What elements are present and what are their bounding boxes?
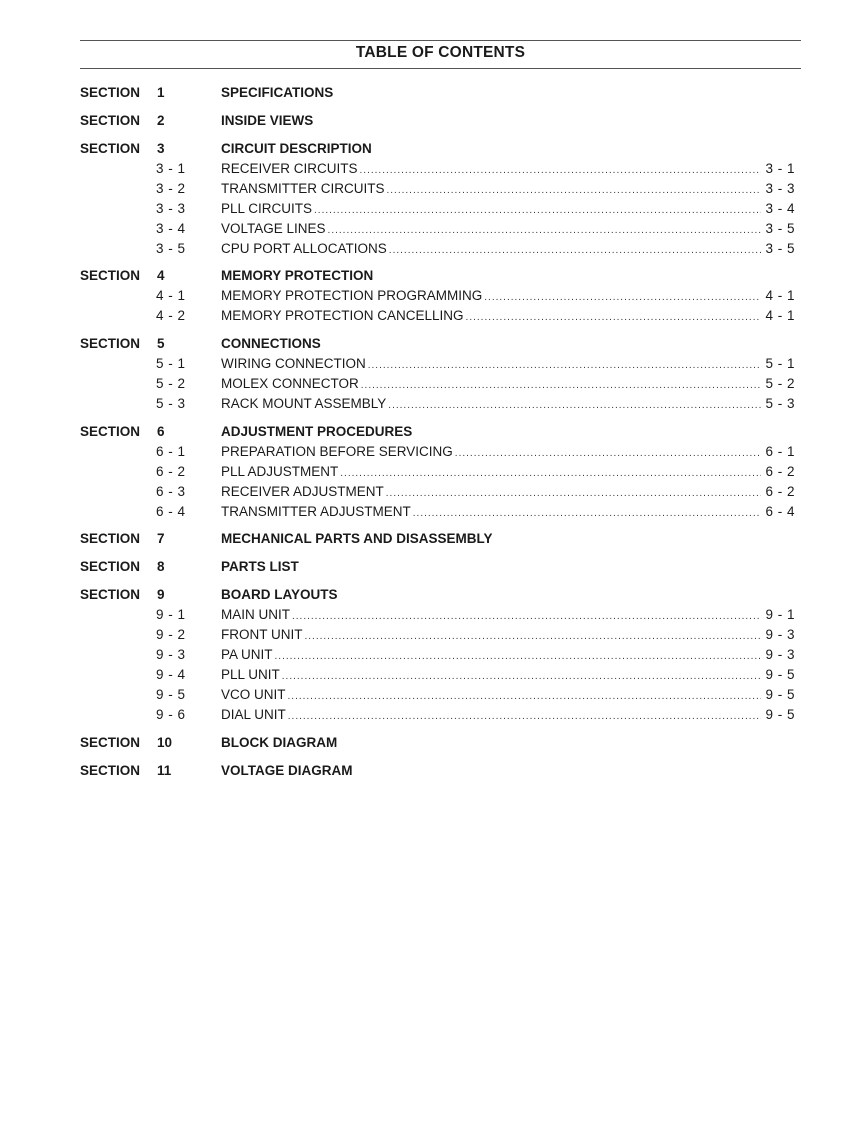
toc-section-1 — [80, 83, 795, 103]
dot-leader — [466, 308, 762, 328]
entry-line — [221, 159, 795, 181]
entry-title: VOLTAGE LINES — [221, 220, 326, 236]
entry-number: 5 - 3 — [156, 396, 186, 412]
section-label: SECTION — [80, 762, 141, 778]
section-title: BLOCK DIAGRAM — [221, 734, 338, 750]
section-number: 5 — [157, 336, 165, 352]
toc-entry[interactable] — [80, 374, 795, 394]
entry-page-number: 3 - 5 — [765, 220, 795, 236]
toc-entry[interactable] — [80, 462, 795, 482]
entry-number: 4 - 1 — [156, 288, 186, 304]
entry-number: 9 - 5 — [156, 687, 186, 703]
entry-page-number: 5 - 3 — [765, 396, 795, 412]
section-number: 3 — [157, 141, 165, 156]
section-heading[interactable] — [80, 83, 795, 103]
entry-line — [221, 179, 795, 201]
toc-section-6 — [80, 422, 795, 522]
section-heading[interactable] — [80, 139, 795, 159]
section-label: SECTION — [80, 734, 141, 750]
entry-page-number: 3 - 5 — [765, 240, 795, 256]
entry-title: MAIN UNIT — [221, 607, 290, 623]
entry-title: RECEIVER CIRCUITS — [221, 161, 358, 176]
entry-line — [221, 394, 795, 416]
entry-number: 6 - 2 — [156, 463, 186, 479]
entry-page-number: 4 - 1 — [765, 308, 795, 324]
entry-page-number: 6 - 4 — [765, 503, 795, 519]
section-title: BOARD LAYOUTS — [221, 587, 338, 603]
section-number: 1 — [157, 85, 165, 100]
entry-title: PLL CIRCUITS — [221, 200, 313, 216]
entry-title: MEMORY PROTECTION PROGRAMMING — [221, 288, 483, 304]
entry-number: 3 - 5 — [156, 240, 186, 256]
section-label: SECTION — [80, 141, 141, 156]
section-label: SECTION — [80, 423, 141, 439]
toc-section-11 — [80, 761, 795, 781]
entry-line — [221, 685, 795, 707]
entry-page-number: 9 - 5 — [765, 706, 795, 722]
entry-line — [221, 374, 795, 396]
section-label: SECTION — [80, 113, 141, 128]
section-title: SPECIFICATIONS — [221, 85, 334, 100]
entry-line — [221, 199, 795, 221]
entry-title: TRANSMITTER ADJUSTMENT — [221, 503, 411, 519]
section-label: SECTION — [80, 559, 141, 575]
entry-line — [221, 286, 795, 308]
toc-entry[interactable] — [80, 159, 795, 179]
entry-page-number: 5 - 1 — [765, 356, 795, 372]
toc-entry[interactable] — [80, 625, 795, 645]
section-heading[interactable] — [80, 761, 795, 781]
toc-entry[interactable] — [80, 306, 795, 326]
entry-number: 3 - 3 — [156, 200, 186, 216]
entry-title: CPU PORT ALLOCATIONS — [221, 240, 387, 256]
section-number: 11 — [157, 762, 172, 778]
section-number: 6 — [157, 423, 165, 439]
entry-title: PLL UNIT — [221, 667, 280, 683]
toc-entry[interactable] — [80, 239, 795, 259]
entry-title: PA UNIT — [221, 647, 273, 663]
section-heading[interactable] — [80, 111, 795, 131]
toc-entry[interactable] — [80, 286, 795, 306]
section-label: SECTION — [80, 336, 141, 352]
entry-number: 9 - 6 — [156, 706, 186, 722]
toc-entry[interactable] — [80, 219, 795, 239]
entry-number: 4 - 2 — [156, 308, 186, 324]
entry-line — [221, 306, 795, 328]
top-rule — [80, 40, 801, 41]
section-number: 8 — [157, 559, 165, 575]
title-underline-rule — [80, 68, 801, 69]
section-title: VOLTAGE DIAGRAM — [221, 762, 353, 778]
entry-title: MEMORY PROTECTION CANCELLING — [221, 308, 464, 324]
toc-entry[interactable] — [80, 394, 795, 414]
entry-number: 3 - 4 — [156, 220, 186, 236]
toc-section-9 — [80, 585, 795, 724]
toc-entry[interactable] — [80, 605, 795, 625]
section-heading[interactable] — [80, 334, 795, 354]
section-title: ADJUSTMENT PROCEDURES — [221, 423, 413, 439]
section-label: SECTION — [80, 268, 141, 284]
entry-page-number: 9 - 5 — [765, 687, 795, 703]
entry-line — [221, 645, 795, 667]
toc-entry[interactable] — [80, 354, 795, 374]
entry-number: 9 - 4 — [156, 667, 186, 683]
entry-title: RECEIVER ADJUSTMENT — [221, 483, 384, 499]
toc-section-3 — [80, 139, 795, 258]
section-heading[interactable] — [80, 557, 795, 577]
section-label: SECTION — [80, 531, 141, 547]
toc-entry[interactable] — [80, 665, 795, 685]
entry-number: 9 - 3 — [156, 647, 186, 663]
section-heading[interactable] — [80, 585, 795, 605]
entry-line — [221, 482, 795, 504]
section-title: INSIDE VIEWS — [221, 113, 314, 128]
section-title: MEMORY PROTECTION — [221, 268, 374, 284]
entry-page-number: 9 - 3 — [765, 627, 795, 643]
toc-entry[interactable] — [80, 482, 795, 502]
entry-page-number: 3 - 4 — [765, 200, 795, 216]
entry-page-number: 4 - 1 — [765, 288, 795, 304]
entry-page-number: 3 - 3 — [765, 180, 795, 196]
entry-line — [221, 239, 795, 261]
entry-title: TRANSMITTER CIRCUITS — [221, 180, 385, 196]
entry-page-number: 3 - 1 — [765, 161, 795, 176]
section-heading[interactable] — [80, 422, 795, 442]
entry-title: VCO UNIT — [221, 687, 286, 703]
section-title: PARTS LIST — [221, 559, 299, 575]
entry-number: 9 - 2 — [156, 627, 186, 643]
entry-title: PLL ADJUSTMENT — [221, 463, 339, 479]
section-title: CIRCUIT DESCRIPTION — [221, 141, 372, 156]
entry-number: 6 - 3 — [156, 483, 186, 499]
entry-page-number: 9 - 3 — [765, 647, 795, 663]
toc-entry[interactable] — [80, 199, 795, 219]
entry-number: 9 - 1 — [156, 607, 186, 623]
entry-title: RACK MOUNT ASSEMBLY — [221, 396, 387, 412]
section-number: 10 — [157, 734, 173, 750]
entry-page-number: 6 - 1 — [765, 443, 795, 459]
entry-page-number: 6 - 2 — [765, 463, 795, 479]
dot-leader — [389, 241, 762, 261]
entry-line — [221, 625, 795, 647]
entry-title: DIAL UNIT — [221, 706, 286, 722]
toc-entry[interactable] — [80, 442, 795, 462]
entry-page-number: 9 - 1 — [765, 607, 795, 623]
section-label: SECTION — [80, 85, 141, 100]
entry-number: 3 - 1 — [156, 161, 186, 176]
entry-line — [221, 665, 795, 687]
entry-line — [221, 705, 795, 727]
dot-leader — [413, 504, 762, 524]
toc-entry[interactable] — [80, 645, 795, 665]
entry-line — [221, 462, 795, 484]
toc-entry[interactable] — [80, 502, 795, 522]
dot-leader — [388, 396, 761, 416]
section-title: MECHANICAL PARTS AND DISASSEMBLY — [221, 531, 493, 547]
entry-line — [221, 354, 795, 376]
entry-title: FRONT UNIT — [221, 627, 303, 643]
toc-entry[interactable] — [80, 685, 795, 705]
entry-title: PREPARATION BEFORE SERVICING — [221, 443, 453, 459]
entry-number: 3 - 2 — [156, 180, 186, 196]
toc-section-5 — [80, 334, 795, 414]
section-label: SECTION — [80, 587, 141, 603]
toc-section-7 — [80, 529, 795, 549]
toc-section-4 — [80, 266, 795, 326]
entry-number: 6 - 1 — [156, 443, 186, 459]
section-number: 7 — [157, 531, 165, 547]
section-heading[interactable] — [80, 733, 795, 753]
toc-section-2 — [80, 111, 795, 131]
section-number: 4 — [157, 268, 165, 284]
toc-section-8 — [80, 557, 795, 577]
entry-number: 5 - 1 — [156, 356, 186, 372]
entry-page-number: 6 - 2 — [765, 483, 795, 499]
section-number: 9 — [157, 587, 165, 603]
entry-page-number: 5 - 2 — [765, 376, 795, 392]
page-title: TABLE OF CONTENTS — [355, 44, 526, 61]
entry-title: WIRING CONNECTION — [221, 356, 366, 372]
toc-entry[interactable] — [80, 705, 795, 725]
entry-line — [221, 605, 795, 627]
section-heading[interactable] — [80, 266, 795, 286]
section-heading[interactable] — [80, 529, 795, 549]
section-number: 2 — [157, 113, 165, 128]
entry-page-number: 9 - 5 — [765, 667, 795, 683]
entry-line — [221, 219, 795, 241]
entry-number: 6 - 4 — [156, 503, 186, 519]
entry-title: MOLEX CONNECTOR — [221, 376, 359, 392]
entry-line — [221, 502, 795, 524]
section-title: CONNECTIONS — [221, 336, 321, 352]
table-of-contents — [80, 83, 795, 789]
entry-line — [221, 442, 795, 464]
dot-leader — [288, 707, 762, 727]
toc-section-10 — [80, 733, 795, 753]
toc-entry[interactable] — [80, 179, 795, 199]
entry-number: 5 - 2 — [156, 376, 186, 392]
